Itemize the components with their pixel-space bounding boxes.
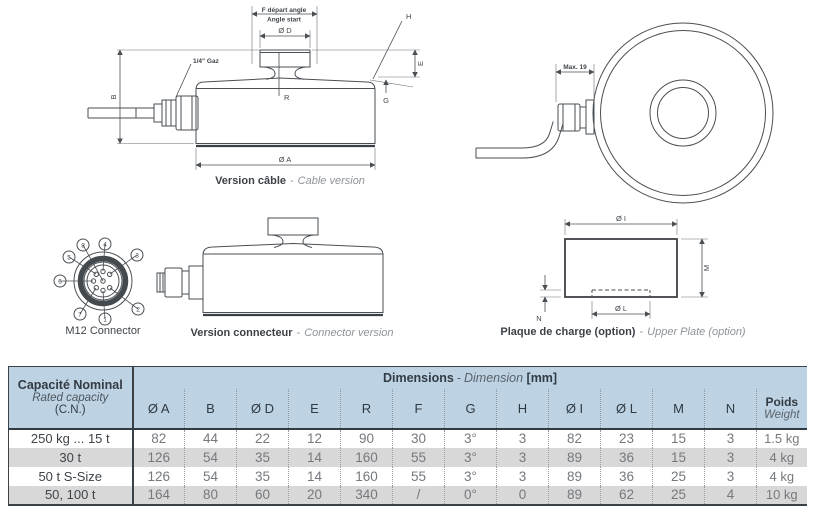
col-header-dia-l: Ø L [601,389,653,429]
dimensions-header [133,367,807,389]
label-max19: Max. 19 [563,64,587,71]
col-header-b: B [185,389,237,429]
capacity-header-abbr: (C.N.) [54,404,86,417]
dim-cell: 3 [497,448,549,467]
weight-header [757,389,807,429]
dim-cell: 126 [147,449,171,465]
dim-cell: 55 [393,467,445,486]
dim-cell: 55 [393,448,445,467]
connector-version-drawing [155,205,435,345]
dim-cell: 3° [445,467,497,486]
dim-cell: 89 [549,486,601,505]
col-header-dia-i: Ø I [549,389,601,429]
m12-caption-text: M12 Connector [65,325,141,337]
dimension-n [536,275,561,323]
label-dia-i: Ø I [615,214,627,223]
weight-cell: 10 kg [757,486,807,505]
caption-en: Connector version [304,327,394,339]
label-gaz-text: 1/4" Gaz [193,58,219,65]
capacity-header-en: Rated capacity [32,392,109,405]
table-row [9,429,807,448]
weight-cell: 4 kg [757,448,807,467]
weight-cell: 4 kg [757,467,807,486]
caption-en: Cable version [297,175,365,187]
side-connector [157,266,203,299]
cable-gland-assembly [88,96,198,130]
dimension-f-angle-start [252,6,317,64]
pin-3-label: 3 [135,252,139,260]
weight-header-fr: Poids [765,395,799,409]
label-b: B [109,94,118,100]
label-h-leader [373,12,411,79]
dimension-g-angle [370,80,413,105]
dimension-dia-a [196,148,375,170]
caption-fr: Version connecteur [190,327,293,339]
capacity-cell: 250 kg ... 15 t [9,429,133,448]
dimension-dia-d [260,26,310,48]
connector-version-caption [172,327,412,339]
cable-version-caption [140,175,440,187]
dimensions-header-sep: - [456,370,461,385]
dim-cell: 54 [185,448,237,467]
dim-cell: 30 [393,429,445,448]
label-dia-d: Ø D [278,26,292,35]
capacity-cell: 50, 100 t [9,486,133,505]
col-header-e: E [289,389,341,429]
dim-cell: 164 [147,487,171,502]
dim-cell: 82 [549,429,601,448]
dim-cell: 126 [147,468,171,484]
dim-cell: 62 [601,486,653,505]
pin-2-label: 2 [136,306,140,314]
label-e: E [416,60,425,67]
dim-cell: 60 [237,486,289,505]
dim-cell: 0 [497,486,549,505]
dim-cell: 25 [653,467,705,486]
dim-cell: 89 [549,467,601,486]
caption-fr: Version câble [215,175,286,187]
dim-cell: 36 [601,467,653,486]
dim-cell: 44 [185,429,237,448]
capacity-cell: 50 t S-Size [9,467,133,486]
dim-cell: 160 [341,448,393,467]
label-r-leader [279,53,290,102]
dim-cell: 54 [185,467,237,486]
dim-cell: 14 [289,448,341,467]
dim-cell: 14 [289,467,341,486]
dimension-max19 [556,64,594,102]
capacity-header-fr: Capacité Nominal [17,378,123,393]
capacity-cell: 30 t [9,448,133,467]
upper-plate-drawing [528,205,778,345]
dim-cell: 15 [653,448,705,467]
dim-cell: 0° [445,486,497,505]
pin-5-label: 5 [67,254,71,262]
dim-cell: 3 [705,429,757,448]
col-header-f: F [393,389,445,429]
dim-cell: 80 [185,486,237,505]
pin-1-label: 1 [103,316,107,324]
label-h: H [406,12,412,21]
cable-version-drawing [80,0,440,200]
table-row [9,486,807,505]
pin-4-label: 4 [103,241,107,249]
label-angle-start: Angle start [267,16,301,24]
dim-cell: 23 [601,429,653,448]
dim-cell: 35 [237,448,289,467]
caption-separator: - [290,175,294,187]
dimension-e [312,50,425,77]
m12-pins [91,269,112,292]
label-g: G [383,96,389,105]
pin-7-label: 7 [78,311,82,319]
dim-cell: 3 [497,467,549,486]
dim-cell: 12 [289,429,341,448]
m12-pin-callouts [54,238,144,325]
label-n: N [536,314,542,323]
pin-6-label: 6 [58,278,62,286]
upper-plate-caption [500,326,746,338]
pin-8-label: 8 [81,242,85,250]
top-view-drawing [470,10,814,210]
dim-cell: 3 [705,467,757,486]
dim-cell: 340 [341,486,393,505]
col-header-h: H [497,389,549,429]
dimensions-table [8,366,807,506]
dimensions-header-en: Dimension [463,370,524,385]
label-r: R [284,93,290,102]
col-header-m: M [653,389,705,429]
dim-cell: 22 [237,429,289,448]
weight-cell: 1.5 kg [757,429,807,448]
label-dia-l: Ø L [614,304,628,313]
side-connector-top-view [476,100,594,159]
col-header-g: G [445,389,497,429]
load-cell-body-connector-version [203,218,383,315]
dimension-m [681,239,711,297]
dim-cell: 15 [653,429,705,448]
label-f-depart-angle: F départ angle [261,7,307,14]
weight-header-en: Weight [763,409,800,421]
dim-cell: 20 [289,486,341,505]
label-dia-a: Ø A [278,155,292,164]
load-cell-top-view [593,23,773,203]
caption-separator: - [296,327,301,339]
dim-cell: 3 [705,448,757,467]
caption-en: Upper Plate (option) [647,326,746,338]
dimension-dia-l [592,301,650,319]
dim-cell: 82 [151,431,167,446]
dim-cell: 89 [549,448,601,467]
dim-cell: 4 [705,486,757,505]
label-quarter-gaz [176,58,220,97]
m12-caption [33,325,173,337]
upper-plate-shape [565,239,677,297]
dimension-b [109,50,260,144]
dimensions-header-unit: [mm] [526,370,558,385]
col-header-dia-a: Ø A [133,389,185,429]
capacity-header [9,367,133,429]
dim-cell: 35 [237,467,289,486]
table-row [9,467,807,486]
dim-cell: 3° [445,429,497,448]
col-header-dia-d: Ø D [237,389,289,429]
dimensions-header-fr: Dimensions [382,370,454,385]
dim-cell: / [393,486,445,505]
dim-cell: 160 [341,467,393,486]
col-header-n: N [705,389,757,429]
dim-cell: 25 [653,486,705,505]
dim-cell: 3° [445,448,497,467]
dim-cell: 36 [601,448,653,467]
caption-separator: - [639,326,644,338]
caption-fr: Plaque de charge (option) [500,326,636,338]
label-m: M [702,264,711,272]
col-header-r: R [341,389,393,429]
dim-cell: 90 [341,429,393,448]
dim-cell: 3 [497,429,549,448]
dimension-dia-i [565,214,677,235]
table-row [9,448,807,467]
